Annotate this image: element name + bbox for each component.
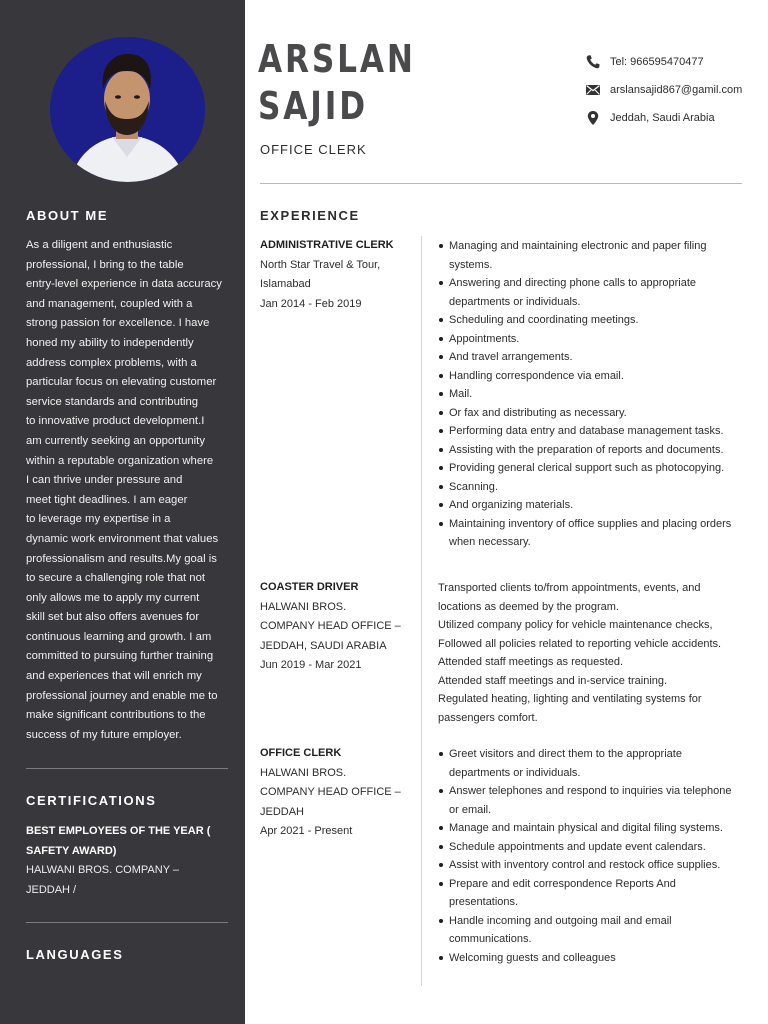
- duty-item: Managing and maintaining electronic and paper filing systems.: [438, 237, 744, 274]
- job-meta: [260, 236, 418, 314]
- job-dates: Jan 2014 - Feb 2019: [260, 297, 362, 310]
- job-duties: [438, 237, 744, 552]
- experience-heading: EXPERIENCE: [260, 208, 360, 223]
- duty-item: Scheduling and coordinating meetings.: [438, 311, 744, 330]
- map-pin-icon: [585, 110, 601, 126]
- job-role: COASTER DRIVER: [260, 581, 359, 593]
- job-role: ADMINISTRATIVE CLERK: [260, 239, 394, 251]
- about-me-line: dynamic work environment that values: [26, 532, 219, 545]
- certifications-heading: CERTIFICATIONS: [26, 793, 157, 808]
- duty-item: And organizing materials.: [438, 496, 744, 515]
- sidebar: [0, 0, 245, 1024]
- duty-item: Assist with inventory control and restock office supplies.: [438, 856, 744, 875]
- job-meta: [260, 578, 418, 676]
- duty-item: Prepare and edit correspondence Reports And presentations.: [438, 875, 744, 912]
- phone-icon: [585, 54, 601, 70]
- about-me-text: [26, 236, 236, 745]
- job-company: North Star Travel & Tour,: [260, 258, 381, 271]
- duty-item: Welcoming guests and colleagues: [438, 949, 744, 968]
- contact-phone: [585, 54, 704, 70]
- duty-item: Performing data entry and database management tasks.: [438, 422, 744, 441]
- about-me-line: address complex problems, with a: [26, 356, 197, 369]
- duty-item: Assisting with the preparation of reports and documents.: [438, 441, 744, 460]
- job-role: OFFICE CLERK: [260, 747, 342, 759]
- about-me-line: to secure a challenging role that not: [26, 572, 205, 585]
- duty-item: Appointments.: [438, 330, 744, 349]
- about-me-line: within a reputable organization where: [26, 454, 214, 467]
- job-duties: [438, 745, 744, 967]
- duty-item: Manage and maintain physical and digital filing systems.: [438, 819, 744, 838]
- duty-line: Regulated heating, lighting and ventilating systems for: [438, 693, 702, 705]
- location-text: Jeddah, Saudi Arabia: [610, 112, 715, 124]
- about-me-line: particular focus on elevating customer: [26, 376, 217, 389]
- duty-item: Providing general clerical support such as photocopying.: [438, 459, 744, 478]
- about-me-line: professionalism and results.My goal is: [26, 552, 217, 565]
- job-company: JEDDAH, SAUDI ARABIA: [260, 639, 387, 652]
- contact-email: [585, 82, 742, 98]
- about-me-line: honed my ability to independently: [26, 336, 194, 349]
- duty-line: Utilized company policy for vehicle maintenance checks,: [438, 619, 713, 631]
- about-me-line: only allows me to apply my current: [26, 591, 200, 604]
- about-me-line: to innovative product development.I: [26, 415, 205, 428]
- about-me-line: I can thrive under pressure and: [26, 474, 183, 487]
- duty-item: Mail.: [438, 385, 744, 404]
- contact-location: [585, 110, 715, 126]
- sidebar-divider: [26, 922, 228, 923]
- duty-item: Answering and directing phone calls to appropriate departments or individuals.: [438, 274, 744, 311]
- header-divider: [260, 183, 742, 184]
- languages-heading: LANGUAGES: [26, 947, 124, 962]
- duty-item: And travel arrangements.: [438, 348, 744, 367]
- candidate-first-name: ARSLAN: [258, 37, 416, 81]
- duty-line: Transported clients to/from appointments, events, and: [438, 582, 701, 594]
- duty-item: Or fax and distributing as necessary.: [438, 404, 744, 423]
- envelope-icon: [585, 82, 601, 98]
- job-company: JEDDAH: [260, 805, 305, 818]
- about-me-line: meet tight deadlines. I am eager: [26, 493, 188, 506]
- about-me-heading: ABOUT ME: [26, 208, 109, 223]
- job-dates: Jun 2019 - Mar 2021: [260, 659, 362, 672]
- duty-item: Handle incoming and outgoing mail and email communications.: [438, 912, 744, 949]
- candidate-last-name: SAJID: [258, 84, 368, 128]
- job-company: HALWANI BROS.: [260, 766, 347, 779]
- job-dates: Apr 2021 - Present: [260, 825, 353, 838]
- about-me-line: and management, coupled with a: [26, 297, 193, 310]
- about-me-line: committed to pursuing further training: [26, 650, 214, 663]
- about-me-line: to leverage my expertise in a: [26, 513, 171, 526]
- sidebar-divider: [26, 768, 228, 769]
- duty-item: Schedule appointments and update event calendars.: [438, 838, 744, 857]
- job-company: COMPANY HEAD OFFICE –: [260, 786, 401, 799]
- about-me-line: am currently seeking an opportunity: [26, 434, 205, 447]
- about-me-line: skill set but also offers avenues for: [26, 611, 200, 624]
- duty-item: Handling correspondence via email.: [438, 367, 744, 386]
- about-me-line: make significant contributions to the: [26, 709, 206, 722]
- job-duties: [438, 579, 744, 727]
- certification-organization: HALWANI BROS. COMPANY – JEDDAH /: [26, 864, 180, 896]
- about-me-line: and experiences that will enrich my: [26, 670, 202, 683]
- about-me-line: professional, I bring to the table: [26, 258, 184, 271]
- about-me-line: As a diligent and enthusiastic: [26, 239, 173, 251]
- candidate-name: [258, 36, 416, 130]
- job-company: HALWANI BROS.: [260, 600, 347, 613]
- phone-number: Tel: 966595470477: [610, 56, 704, 68]
- profile-photo: [50, 37, 205, 182]
- about-me-line: professional journey and enable me to: [26, 689, 218, 702]
- about-me-line: strong passion for excellence. I have: [26, 317, 210, 330]
- profile-photo-illustration: [50, 37, 205, 182]
- email-address: arslansajid867@gamil.com: [610, 84, 743, 96]
- about-me-line: entry-level experience in data accuracy: [26, 278, 222, 291]
- duty-line: locations as deemed by the program.: [438, 600, 619, 613]
- job-company: COMPANY HEAD OFFICE –: [260, 620, 401, 633]
- about-me-line: service standards and contributing: [26, 395, 199, 408]
- duty-line: passengers comfort.: [438, 711, 538, 724]
- duty-item: Maintaining inventory of office supplies and placing orders when necessary.: [438, 515, 744, 552]
- duty-item: Answer telephones and respond to inquiries via telephone or email.: [438, 782, 744, 819]
- job-title: OFFICE CLERK: [260, 142, 367, 157]
- job-meta: [260, 744, 418, 842]
- duty-item: Scanning.: [438, 478, 744, 497]
- about-me-line: success of my future employer.: [26, 728, 182, 741]
- experience-divider: [421, 236, 422, 986]
- duty-line: Attended staff meetings and in-service training.: [438, 674, 668, 687]
- job-company: Islamabad: [260, 278, 311, 291]
- duty-line: Followed all policies related to reporting vehicle accidents.: [438, 637, 722, 650]
- duty-item: Greet visitors and direct them to the appropriate departments or individuals.: [438, 745, 744, 782]
- about-me-line: continuous learning and growth. I am: [26, 630, 212, 643]
- duty-line: Attended staff meetings as requested.: [438, 656, 624, 668]
- certification-title: BEST EMPLOYEES OF THE YEAR ( SAFETY AWARD): [26, 825, 211, 857]
